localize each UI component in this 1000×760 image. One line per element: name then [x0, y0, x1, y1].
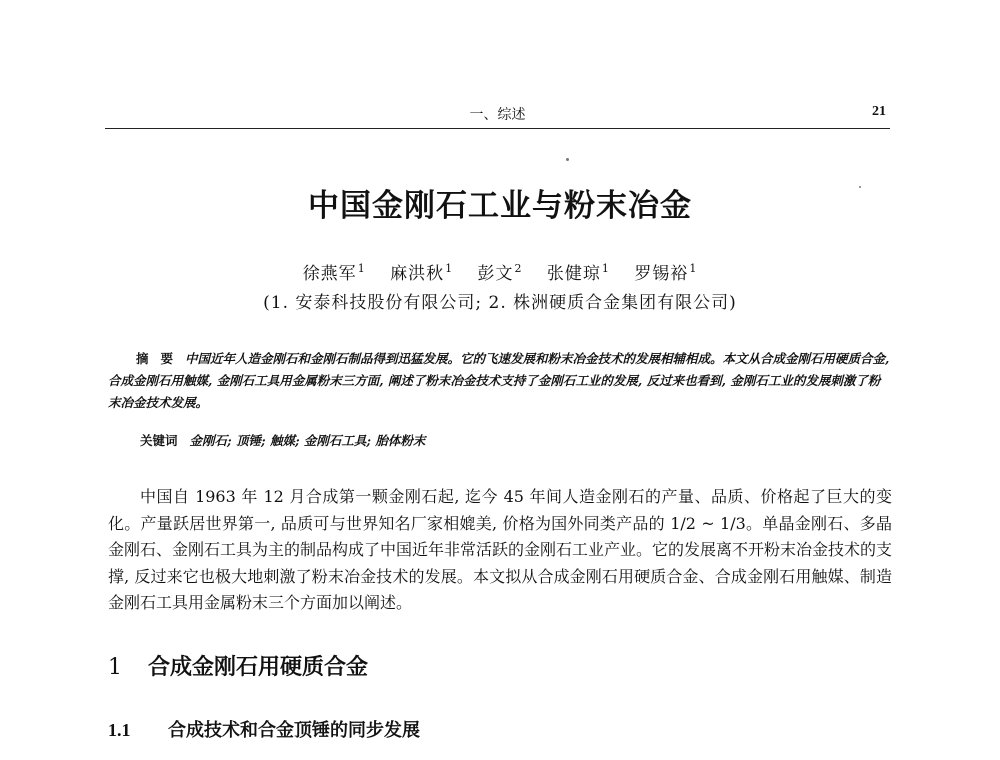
author-affiliation-mark: 1 [689, 262, 698, 276]
subsection-number: 1.1 [108, 720, 131, 740]
keywords-text: 金刚石; 顶锤; 触媒; 金刚石工具; 胎体粉末 [189, 433, 426, 448]
author [478, 264, 523, 284]
abstract [108, 348, 891, 414]
body-paragraph: 中国自 1963 年 12 月合成第一颗金刚石起, 迄今 45 年间人造金刚石的产量、品质、价格起了巨大的变化。产量跃居世界第一, 品质可与世界知名厂家相媲美, 价格为国外同类产品的 1/2 ~ 1/3。单晶金刚石、多晶金刚石、金刚石工具为主的制品构成了中国近年非常活跃的金刚石工业产业。它的发展离不开粉末冶金技术的支撑, 反过来它也极大地刺激了粉末冶金技术的发展。本文拟从合成金刚石用硬质合金、合成金刚石用触媒、制造金刚石工具用金属粉末三个方面加以阐述。 [108, 487, 893, 612]
author-affiliation-mark: 1 [445, 262, 454, 276]
keywords [140, 430, 890, 452]
running-header [105, 104, 890, 128]
author-name: 罗锡裕 [634, 264, 689, 284]
subsection-heading [108, 716, 420, 742]
section-heading [108, 650, 368, 681]
author-name: 张健琼 [546, 264, 601, 284]
author [547, 264, 610, 284]
page-number: 21 [872, 104, 886, 119]
scan-speck [566, 158, 569, 161]
abstract-text: 中国近年人造金刚石和金刚石制品得到迅猛发展。它的飞速发展和粉末冶金技术的发展相辅相成。本文从合成金刚石用硬质合金, 合成金刚石用触媒, 金刚石工具用金属粉末三方面, 阐述了粉末冶金技术支持了金刚石工业的发展, 反过来也看到, 金刚石工业的发展刺激了粉末冶金技术发展。 [108, 351, 890, 410]
author-name: 徐燕军 [302, 264, 357, 284]
header-rule [105, 128, 890, 129]
abstract-label: 摘要 [136, 351, 186, 366]
section-title: 合成金刚石用硬质合金 [148, 654, 369, 680]
author-list [0, 259, 1000, 284]
section-number: 1 [108, 655, 122, 680]
author-name: 麻洪秋 [390, 264, 445, 284]
author-affiliation-mark: 1 [601, 262, 610, 276]
keywords-label: 关键词 [140, 433, 178, 448]
author-affiliation-mark: 2 [514, 262, 523, 276]
subsection-title: 合成技术和合金顶锤的同步发展 [168, 720, 420, 741]
article-title: 中国金刚石工业与粉末冶金 [308, 188, 692, 224]
author-affiliation-mark: 1 [357, 262, 366, 276]
author [303, 264, 366, 284]
author [390, 264, 453, 284]
affiliations: (1. 安泰科技股份有限公司; 2. 株洲硬质合金集团有限公司) [263, 293, 737, 313]
running-header-section: 一、综述 [469, 107, 526, 123]
author-name: 彭文 [477, 264, 514, 284]
author [634, 264, 697, 284]
